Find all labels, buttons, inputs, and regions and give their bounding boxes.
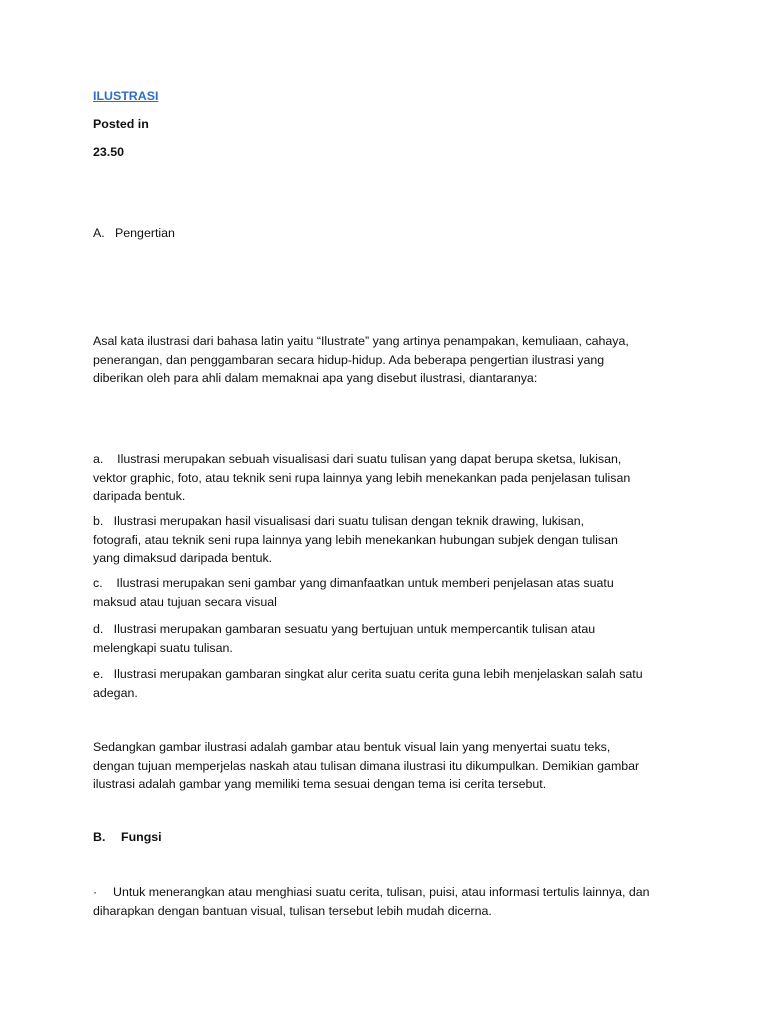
title-line	[93, 87, 683, 106]
definition-line: e. Ilustrasi merupakan gambaran singkat alur cerita suatu cerita guna lebih menjelaskan salah satu	[93, 667, 643, 681]
definition-line: a. Ilustrasi merupakan sebuah visualisasi dari suatu tulisan yang dapat berupa sketsa, lukisan,	[93, 452, 622, 466]
section-b-label: Fungsi	[121, 830, 162, 844]
definition-item-d	[93, 620, 683, 657]
section-a-letter: A.	[93, 226, 105, 240]
intro-line: Asal kata ilustrasi dari bahasa latin yaitu “Ilustrate” yang artinya penampakan, kemuliaan, cahaya,	[93, 334, 629, 348]
definition-letter: e.	[93, 667, 104, 681]
intro-line: diberikan oleh para ahli dalam memaknai apa yang disebut ilustrasi, diantaranya:	[93, 371, 538, 386]
definition-letter: a.	[93, 452, 104, 466]
section-b-heading	[93, 828, 683, 847]
summary-line: dengan tujuan memperjelas naskah atau tulisan dimana ilustrasi itu dikumpulkan. Demikian gambar	[93, 758, 640, 773]
definition-line: adegan.	[93, 685, 138, 700]
posted-in: Posted in	[93, 117, 149, 131]
definition-letter: c.	[93, 576, 103, 590]
definition-line: d. Ilustrasi merupakan gambaran sesuatu yang bertujuan untuk mempercantik tulisan atau	[93, 622, 596, 636]
definition-item-e	[93, 665, 683, 702]
function-bullet-item	[93, 883, 693, 920]
section-a-heading	[93, 224, 683, 243]
definition-line: c. Ilustrasi merupakan seni gambar yang dimanfaatkan untuk memberi penjelasan atas suatu	[93, 576, 614, 590]
section-b-letter: B.	[93, 830, 106, 844]
title-link[interactable]: ILUSTRASI	[93, 89, 159, 103]
definition-letter: b.	[93, 514, 104, 528]
definition-line: maksud atau tujuan secara visual	[93, 594, 277, 609]
definition-line: melengkapi suatu tulisan.	[93, 640, 233, 655]
definition-line: b. Ilustrasi merupakan hasil visualisasi dari suatu tulisan dengan teknik drawing, lukisan,	[93, 514, 585, 528]
definition-line: fotografi, atau teknik seni rupa lainnya yang lebih menekankan hubungan subjek dengan tulisan	[93, 532, 618, 547]
section-a-label: Pengertian	[115, 226, 175, 240]
intro-line: penerangan, dan penggambaran secara hidup-hidup. Ada beberapa pengertian ilustrasi yang	[93, 352, 605, 367]
definition-item-c	[93, 574, 683, 611]
post-time: 23.50	[93, 145, 125, 159]
definition-line: vektor graphic, foto, atau teknik seni rupa lainnya yang lebih menekankan pada penjelasan tulisan	[93, 470, 631, 485]
bullet-dot-icon: ·	[93, 885, 98, 899]
definition-line: yang dimaksud daripada bentuk.	[93, 551, 273, 566]
definition-line: daripada bentuk.	[93, 489, 186, 504]
function-line: diharapkan dengan bantuan visual, tulisan tersebut lebih mudah dicerna.	[93, 903, 492, 918]
summary-line: ilustrasi adalah gambar yang memiliki tema sesuai dengan tema isi cerita tersebut.	[93, 777, 547, 792]
function-line: · Untuk menerangkan atau menghiasi suatu cerita, tulisan, puisi, atau informasi tertulis lainnya, dan	[93, 883, 693, 902]
definition-letter: d.	[93, 622, 104, 636]
intro-paragraph	[93, 332, 683, 388]
summary-line: Sedangkan gambar ilustrasi adalah gambar atau bentuk visual lain yang menyertai suatu teks,	[93, 740, 611, 754]
summary-paragraph	[93, 738, 683, 794]
definition-item-b	[93, 512, 683, 568]
definition-item-a	[93, 450, 683, 506]
